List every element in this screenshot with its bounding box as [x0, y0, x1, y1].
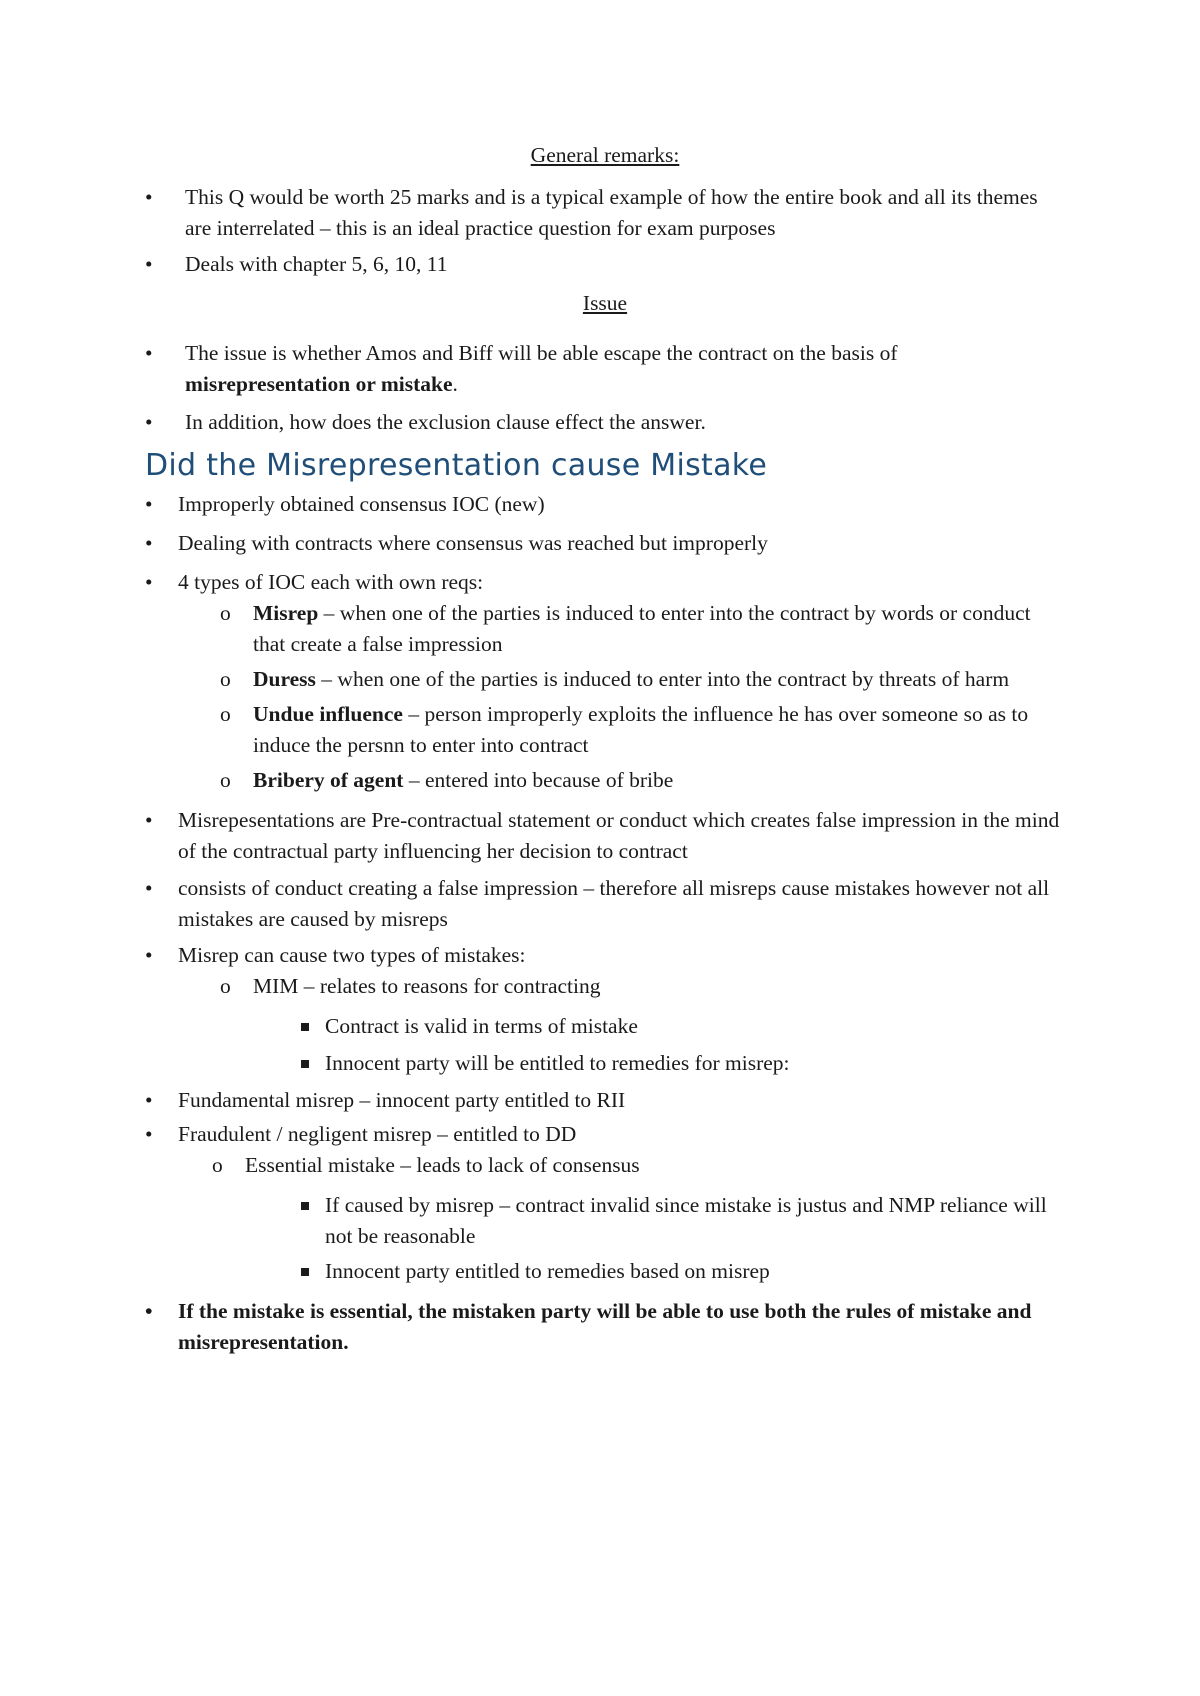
misrep-list — [145, 805, 1065, 971]
list-item — [218, 765, 1065, 796]
list-item — [218, 699, 1065, 761]
list-item: o Essential mistake – leads to lack of consensus — [210, 1150, 1065, 1181]
issue-bold-text: misrepresentation or mistake — [185, 372, 453, 396]
list-item: • Improperly obtained consensus IOC (new) — [145, 489, 1065, 520]
conclusion-list — [145, 1296, 1065, 1358]
list-item: • Dealing with contracts where consensus was reached but improperly — [145, 528, 1065, 559]
list-item — [145, 338, 1065, 400]
ioc-term: Duress — [253, 667, 316, 691]
list-item — [218, 664, 1065, 695]
ioc-desc: – entered into because of bribe — [403, 768, 674, 792]
list-item: • Fraudulent / negligent misrep – entitled to DD — [145, 1119, 1065, 1150]
general-remarks-list — [145, 182, 1065, 280]
list-item: • This Q would be worth 25 marks and is a typical example of how the entire book and all its themes are interrelated – this is an ideal practice question for exam purposes — [145, 182, 1065, 244]
ioc-desc: – when one of the parties is induced to enter into the contract by threats of harm — [315, 667, 1010, 691]
general-remarks-heading: General remarks: — [530, 143, 680, 167]
issue-end: . — [452, 372, 458, 396]
ioc-types-list — [145, 598, 1065, 796]
remedies-list — [145, 1085, 1065, 1150]
list-item: Innocent party entitled to remedies based on misrep — [297, 1256, 1065, 1287]
ioc-intro-list — [145, 489, 1065, 598]
issue-heading: Issue — [582, 291, 628, 315]
essential-sub-list — [145, 1190, 1065, 1287]
list-item: • Deals with chapter 5, 6, 10, 11 — [145, 249, 1065, 280]
list-item: • consists of conduct creating a false impression – therefore all misreps cause mistakes however not all mistakes are caused by misreps — [145, 873, 1065, 935]
ioc-term: Undue influence — [253, 702, 403, 726]
list-item: o MIM – relates to reasons for contracting — [218, 971, 1065, 1002]
essential-list — [145, 1150, 1065, 1181]
document-body — [145, 140, 1065, 1358]
list-item: • 4 types of IOC each with own reqs: — [145, 567, 1065, 598]
mistake-types-list — [145, 971, 1065, 1002]
ioc-desc: – person improperly exploits the influence he has over someone so as to induce the persnn to enter into contract — [253, 702, 1029, 757]
list-item: • Misrepesentations are Pre-contractual statement or conduct which creates false impression in the mind of the contractual party influencing her decision to contract — [145, 805, 1065, 867]
list-item: If caused by misrep – contract invalid since mistake is justus and NMP reliance will not be reasonable — [297, 1190, 1065, 1252]
list-item: • Misrep can cause two types of mistakes: — [145, 940, 1065, 971]
section-title: Did the Misrepresentation cause Mistake — [145, 448, 768, 483]
list-item: • Fundamental misrep – innocent party entitled to RII — [145, 1085, 1065, 1116]
list-item: Innocent party will be entitled to remedies for misrep: — [297, 1048, 1065, 1079]
list-item: Contract is valid in terms of mistake — [297, 1011, 1065, 1042]
issue-text: The issue is whether Amos and Biff will be able escape the contract on the basis of — [185, 341, 898, 365]
mim-sub-list — [145, 1011, 1065, 1079]
ioc-term: Bribery of agent — [253, 768, 404, 792]
ioc-term: Misrep — [253, 601, 319, 625]
issue-list — [145, 338, 1065, 438]
conclusion: • If the mistake is essential, the mistaken party will be able to use both the rules of mistake and misrepresentation. — [145, 1296, 1065, 1358]
ioc-desc: – when one of the parties is induced to enter into the contract by words or conduct that create a false impression — [253, 601, 1031, 656]
list-item: • In addition, how does the exclusion clause effect the answer. — [145, 407, 1065, 438]
list-item — [218, 598, 1065, 660]
